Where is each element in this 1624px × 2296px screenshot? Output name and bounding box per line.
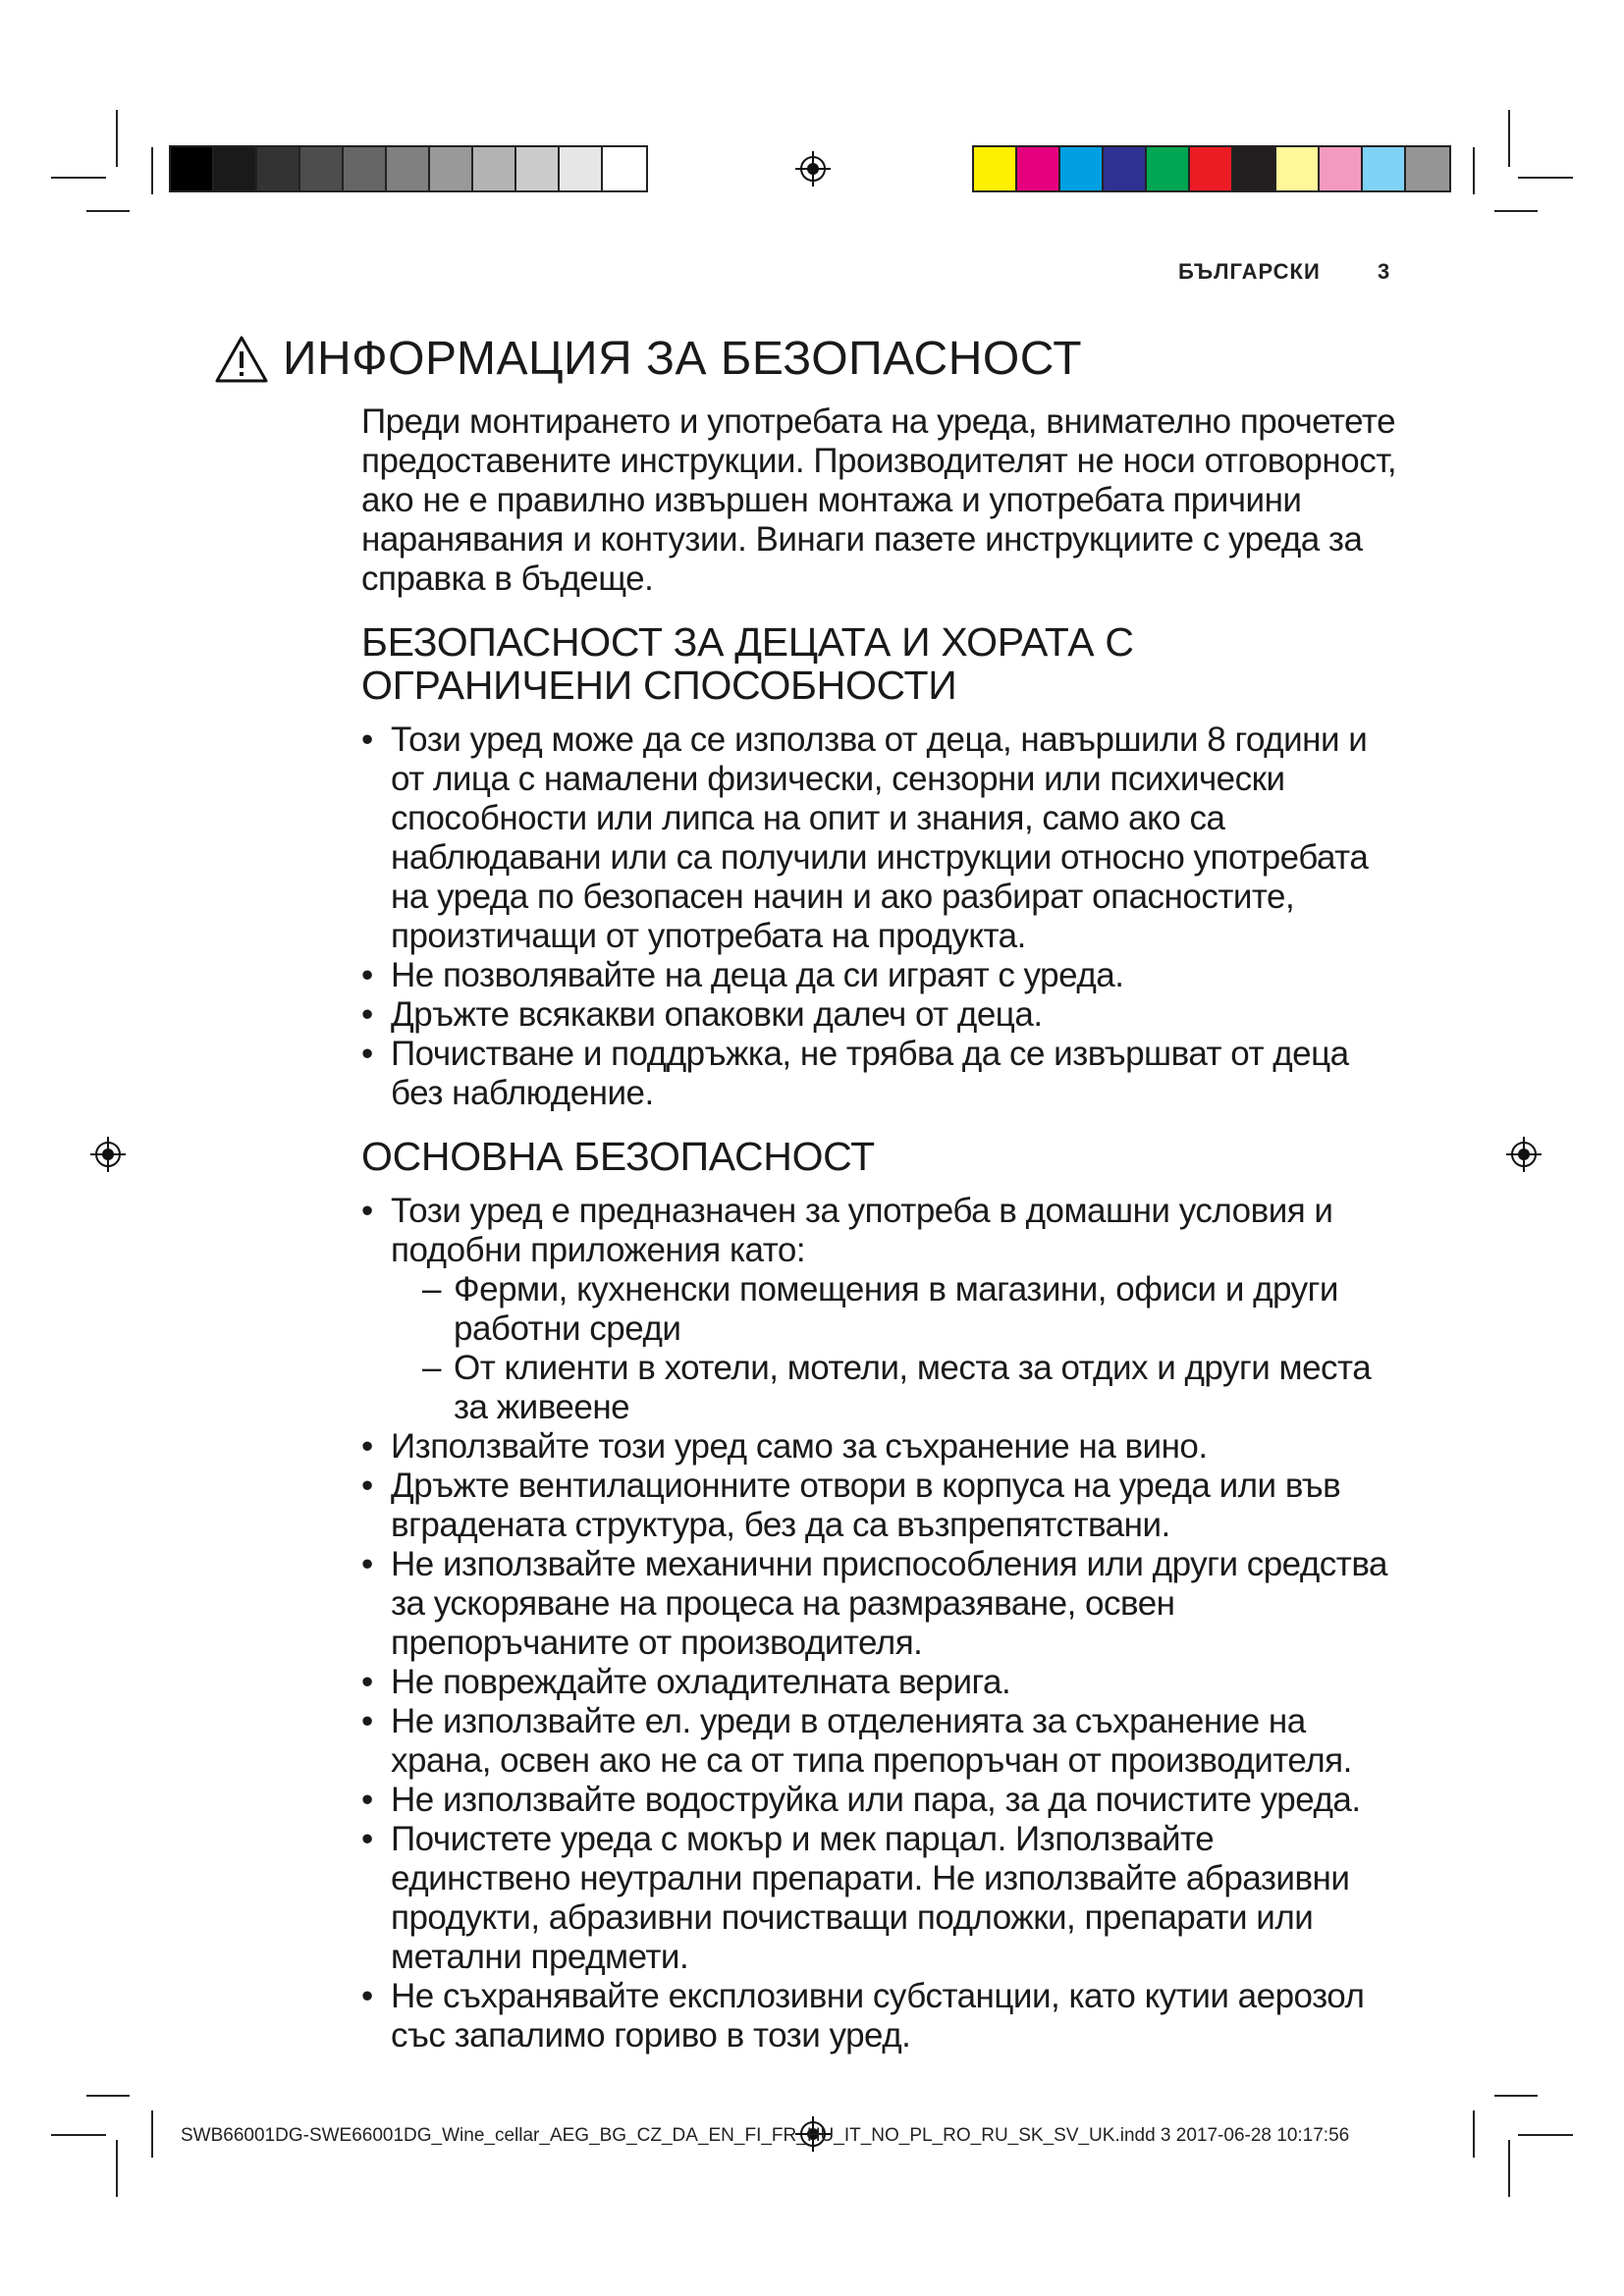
- list-item: [361, 1192, 1402, 1427]
- registration-mark-icon: [793, 149, 833, 188]
- crop-mark: [51, 177, 106, 179]
- sub-list-item: – Ферми, кухненски помещения в магазини, офиси и други работни среди: [422, 1270, 1402, 1349]
- swatch: [1233, 147, 1276, 190]
- swatch: [300, 147, 344, 190]
- list-item: • Не използвайте механични приспособления или други средства за ускоряване на процеса на размразяване, освен препоръчаните от производителя.: [361, 1545, 1402, 1663]
- sub-list-item: – От клиенти в хотели, мотели, места за отдих и други места за живеене: [422, 1349, 1402, 1427]
- swatch: [1060, 147, 1104, 190]
- page-number: 3: [1378, 259, 1390, 284]
- warning-icon: [214, 335, 269, 384]
- crop-mark: [116, 2140, 118, 2197]
- crop-mark: [1494, 2095, 1538, 2097]
- print-slug: [181, 2125, 1349, 2147]
- list-item-text: Този уред е предназначен за употреба в домашни условия и подобни приложения като:: [391, 1192, 1333, 1269]
- crop-mark: [151, 2110, 153, 2158]
- swatch: [430, 147, 473, 190]
- swatch: [1406, 147, 1449, 190]
- crop-mark: [1473, 147, 1475, 194]
- list-item: • Дръжте вентилационните отвори в корпуса на уреда или във вградената структура, без да са възпрепятствани.: [361, 1467, 1402, 1545]
- swatch: [1104, 147, 1147, 190]
- swatch: [1147, 147, 1190, 190]
- list-item: • Не позволявайте на деца да си играят с уреда.: [361, 956, 1402, 995]
- list-item: • Този уред може да се използва от деца, навършили 8 години и от лица с намалени физически, сензорни или психически способности или липса на опит и знания, само ако са наблюдавани или са получили инструкции относно употребата на уреда по безопасен начин и ако разбират опасностите, произтичащи от употребата на продукта.: [361, 721, 1402, 956]
- list-item: • Не използвайте водоструйка или пара, за да почистите уреда.: [361, 1781, 1402, 1820]
- swatch: [387, 147, 430, 190]
- swatch: [603, 147, 646, 190]
- crop-mark: [1508, 2140, 1510, 2197]
- crop-mark: [86, 2095, 130, 2097]
- general-safety-heading: ОСНОВНА БЕЗОПАСНОСТ: [361, 1134, 875, 1179]
- running-header-language: БЪЛГАРСКИ: [1178, 259, 1321, 284]
- swatch: [1363, 147, 1406, 190]
- swatch: [560, 147, 603, 190]
- list-item: • Не повреждайте охладителната верига.: [361, 1663, 1402, 1702]
- crop-mark: [86, 210, 130, 212]
- crop-mark: [1494, 210, 1538, 212]
- swatch: [473, 147, 516, 190]
- swatch: [171, 147, 214, 190]
- list-item: • Не използвайте ел. уреди в отделенията за съхранение на храна, освен ако не са от типа препоръчан от производителя.: [361, 1702, 1402, 1781]
- list-item: • Дръжте всякакви опаковки далеч от деца.: [361, 995, 1402, 1035]
- grayscale-bar: [169, 145, 648, 192]
- list-item: • Почистване и поддръжка, не трябва да се извършват от деца без наблюдение.: [361, 1035, 1402, 1113]
- children-safety-list: [361, 721, 1402, 1113]
- file-name: SWB66001DG-SWE66001DG_Wine_cellar_AEG_BG_CZ_DA_EN_FI_FR_HU_IT_NO_PL_RO_RU_SK_SV_UK.indd 3: [181, 2125, 1171, 2146]
- crop-mark: [1508, 110, 1510, 167]
- children-safety-heading: БЕЗОПАСНОСТ ЗА ДЕЦАТА И ХОРАТА С ОГРАНИЧЕНИ СПОСОБНОСТИ: [361, 619, 1134, 708]
- crop-mark: [1473, 2110, 1475, 2158]
- crop-mark: [151, 147, 153, 194]
- registration-mark-icon: [1504, 1135, 1543, 1174]
- swatch: [1276, 147, 1320, 190]
- crop-mark: [51, 2134, 106, 2136]
- section-title: ИНФОРМАЦИЯ ЗА БЕЗОПАСНОСТ: [283, 333, 1083, 385]
- swatch: [257, 147, 300, 190]
- swatch: [516, 147, 560, 190]
- list-item: • Не съхранявайте експлозивни субстанции, като кутии аерозол със запалимо гориво в този уред.: [361, 1977, 1402, 2056]
- list-item: • Почистете уреда с мокър и мек парцал. Използвайте единствено неутрални препарати. Не използвайте абразивни продукти, абразивни почистващи подложки, препарати или метални предмети.: [361, 1820, 1402, 1977]
- crop-mark: [116, 110, 118, 167]
- swatch: [1017, 147, 1060, 190]
- swatch: [1190, 147, 1233, 190]
- process-color-bar: [972, 145, 1451, 192]
- swatch: [344, 147, 387, 190]
- section-title-row: [214, 332, 1082, 386]
- list-item: • Използвайте този уред само за съхранение на вино.: [361, 1427, 1402, 1467]
- safety-content: [361, 402, 1402, 2056]
- sub-list: [391, 1270, 1402, 1427]
- swatch: [1320, 147, 1363, 190]
- intro-paragraph: Преди монтирането и употребата на уреда, внимателно прочетете предоставените инструкции. Производителят не носи отговорност, ако не е правилно извършен монтажа и употребата причини наранявания и контузии. Винаги пазете инструкциите с уреда за справка в бъдеще.: [361, 402, 1397, 598]
- crop-mark: [1518, 177, 1573, 179]
- swatch: [214, 147, 257, 190]
- crop-mark: [1518, 2134, 1573, 2136]
- general-safety-list: [361, 1192, 1402, 2056]
- file-timestamp: 2017-06-28 10:17:56: [1175, 2125, 1350, 2146]
- swatch: [974, 147, 1017, 190]
- registration-mark-icon: [88, 1135, 128, 1174]
